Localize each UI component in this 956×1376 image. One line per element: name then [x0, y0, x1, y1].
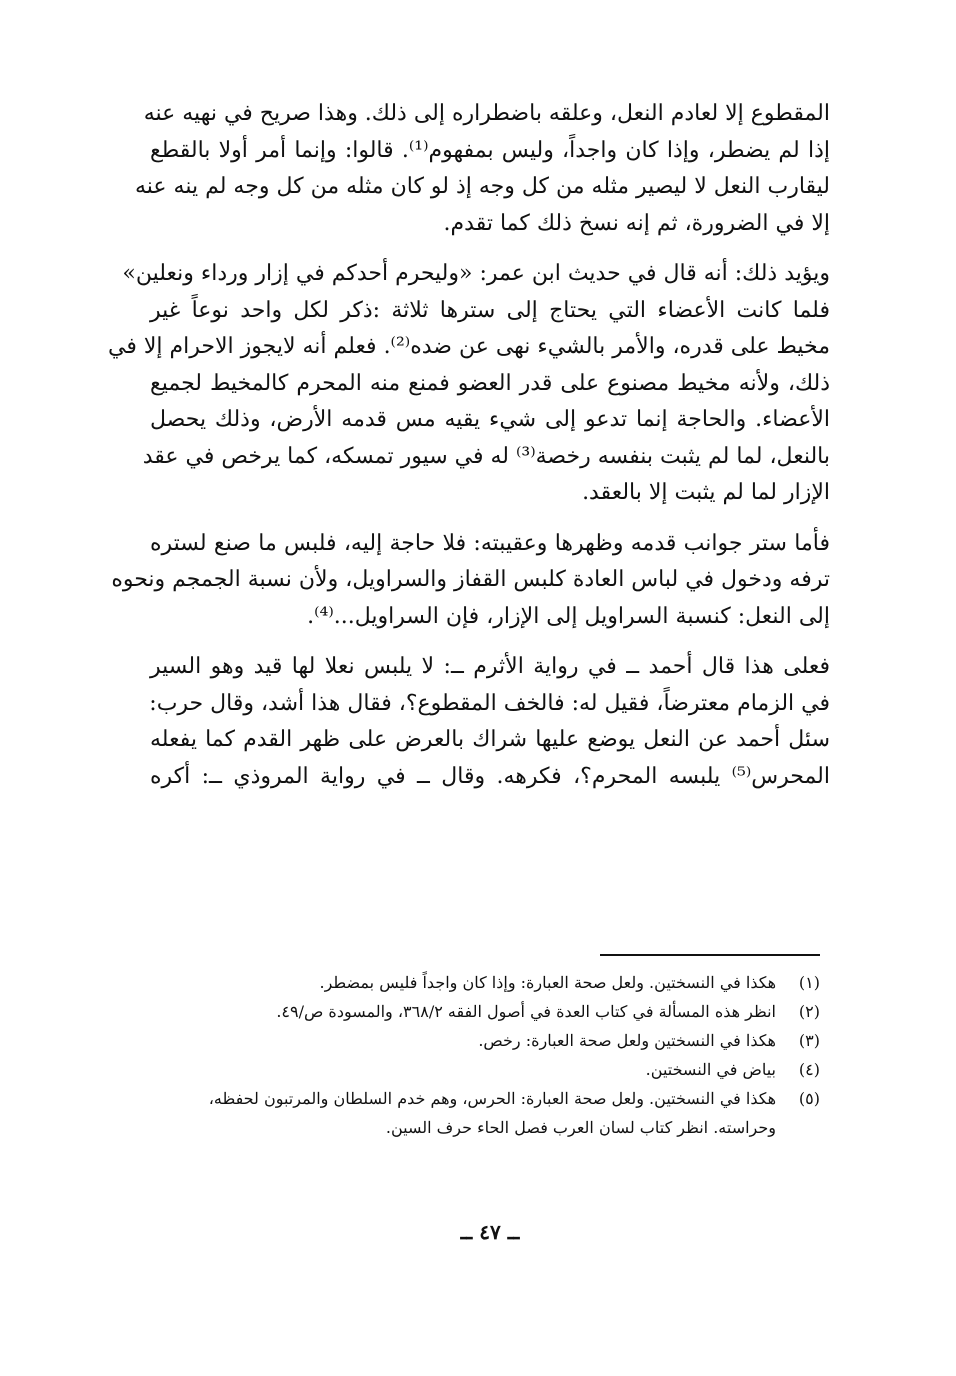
paragraph-2: [108, 256, 830, 512]
text-line: الإزار لما لم يثبت إلا بالعقد.: [582, 480, 830, 505]
footnote-2: [150, 997, 820, 1026]
text-line: بالنعل، لما لم يثبت بنفسه رخصة⁽³⁾ له في سيور تمسكه، كما يرخص في عقد: [142, 443, 830, 469]
footnote-text: بياض في النسختين.: [645, 1060, 776, 1079]
footnote-divider: [600, 954, 820, 956]
footnote-number: (١): [798, 973, 820, 992]
text-line: الأعضاء. والحاجة إنما تدعو إلى شيء يقيه مس قدمه الأرض، وذلك يحصل: [150, 407, 830, 432]
page-body: [108, 96, 830, 1346]
text-line: إلى النعل: كنسبة السراويل إلى الإزار، فإن السراويل...⁽⁴⁾.: [307, 603, 830, 629]
footnote-text: هكذا في النسختين ولعل صحة العبارة: رخص.: [478, 1031, 776, 1050]
text-line: المحرس⁽⁵⁾ يلبسه المحرم؟، فكرهه. وقال ــ في رواية المروذي ــ: أكره: [150, 763, 830, 789]
text-line: في الزمام معترضاً، فقيل له: فالخف المقطوع؟، فقال هذا أشد، وقال حرب:: [149, 690, 830, 716]
text-line: ذلك، ولأنه مخيط مصنوع على قدر العضو فمنع منه المحرم كالمخيط لجميع: [150, 370, 830, 396]
footnote-number: (٤): [798, 1060, 820, 1079]
paragraph-3: [111, 526, 830, 636]
footnote-1: [150, 968, 820, 997]
paragraph-1: [134, 96, 830, 242]
footnote-text: انظر هذه المسألة في كتاب العدة في أصول الفقه ٣٦٨/٢، والمسودة ص/٤٩.: [276, 1002, 776, 1021]
footnote-4: [150, 1055, 820, 1084]
text-line: المقطوع إلا لعادم النعل، وعلقه باضطراره إلى ذلك. وهذا صريح في نهيه عنه: [143, 101, 830, 126]
text-line: إلا في الضرورة، ثم إنه نسخ ذلك كما تقدم.: [443, 210, 830, 236]
text-line: ترفه ودخول في لباس العادة كلبس القفاز والسراويل، ولأن نسبة الجمجم ونحوه: [111, 567, 830, 592]
text-line: إذا لم يضطر، وإذا كان واجداً، وليس بمفهوم⁽¹⁾. قالوا: وإنما أمر أولا بالقطع: [150, 137, 830, 163]
footnote-number: (٢): [798, 1002, 820, 1021]
footnote-number: (٣): [798, 1031, 820, 1050]
page-number: ــ ٤٧ ــ: [460, 1220, 520, 1244]
footnote-number: (٥): [798, 1089, 820, 1108]
footnote-5: [150, 1084, 820, 1142]
text-line: ليقارب النعل لا ليصير مثله من كل وجه إذ لو كان مثله من كل وجه لم ينه عنه: [134, 174, 830, 199]
paragraph-4: [150, 649, 830, 795]
text-line: ويؤيد ذلك: أنه قال في حديث ابن عمر: «وليحرم أحدكم في إزار ورداء ونعلين»: [122, 261, 830, 286]
text-line: سئل أحمد عن النعل يوضع عليها شراك بالعرض على ظهر القدم كما يفعله: [150, 727, 830, 752]
text-line: فلما كانت الأعضاء التي يحتاج إلى سترها ثلاثة :ذكر لكل واحد نوعاً غير: [150, 297, 830, 323]
text-line: فأما ستر جوانب قدمه وظهرها وعقيبته: فلا حاجة إليه، فلبس ما صنع لستره: [150, 530, 830, 556]
footnote-text: هكذا في النسختين. ولعل صحة العبارة: الحرس، وهم خدم السلطان والمرتبون لحفظه، وحراسته. انظر كتاب لسان العرب فصل الحاء حرف السين.: [208, 1089, 776, 1137]
text-line: فعلى هذا قال أحمد ــ في رواية الأثرم ــ: لا يلبس نعلا لها قيد وهو السير: [150, 654, 830, 679]
footnotes: [150, 968, 820, 1142]
footnote-3: [150, 1026, 820, 1055]
footnote-text: هكذا في النسختين. ولعل صحة العبارة: وإذا كان واجداً فليس بمضطر.: [319, 973, 776, 992]
text-line: مخيط على قدره، والأمر بالشيء نهى عن ضده⁽²⁾. فعلم أنه لايجوز الاحرام إلا في: [108, 334, 830, 359]
